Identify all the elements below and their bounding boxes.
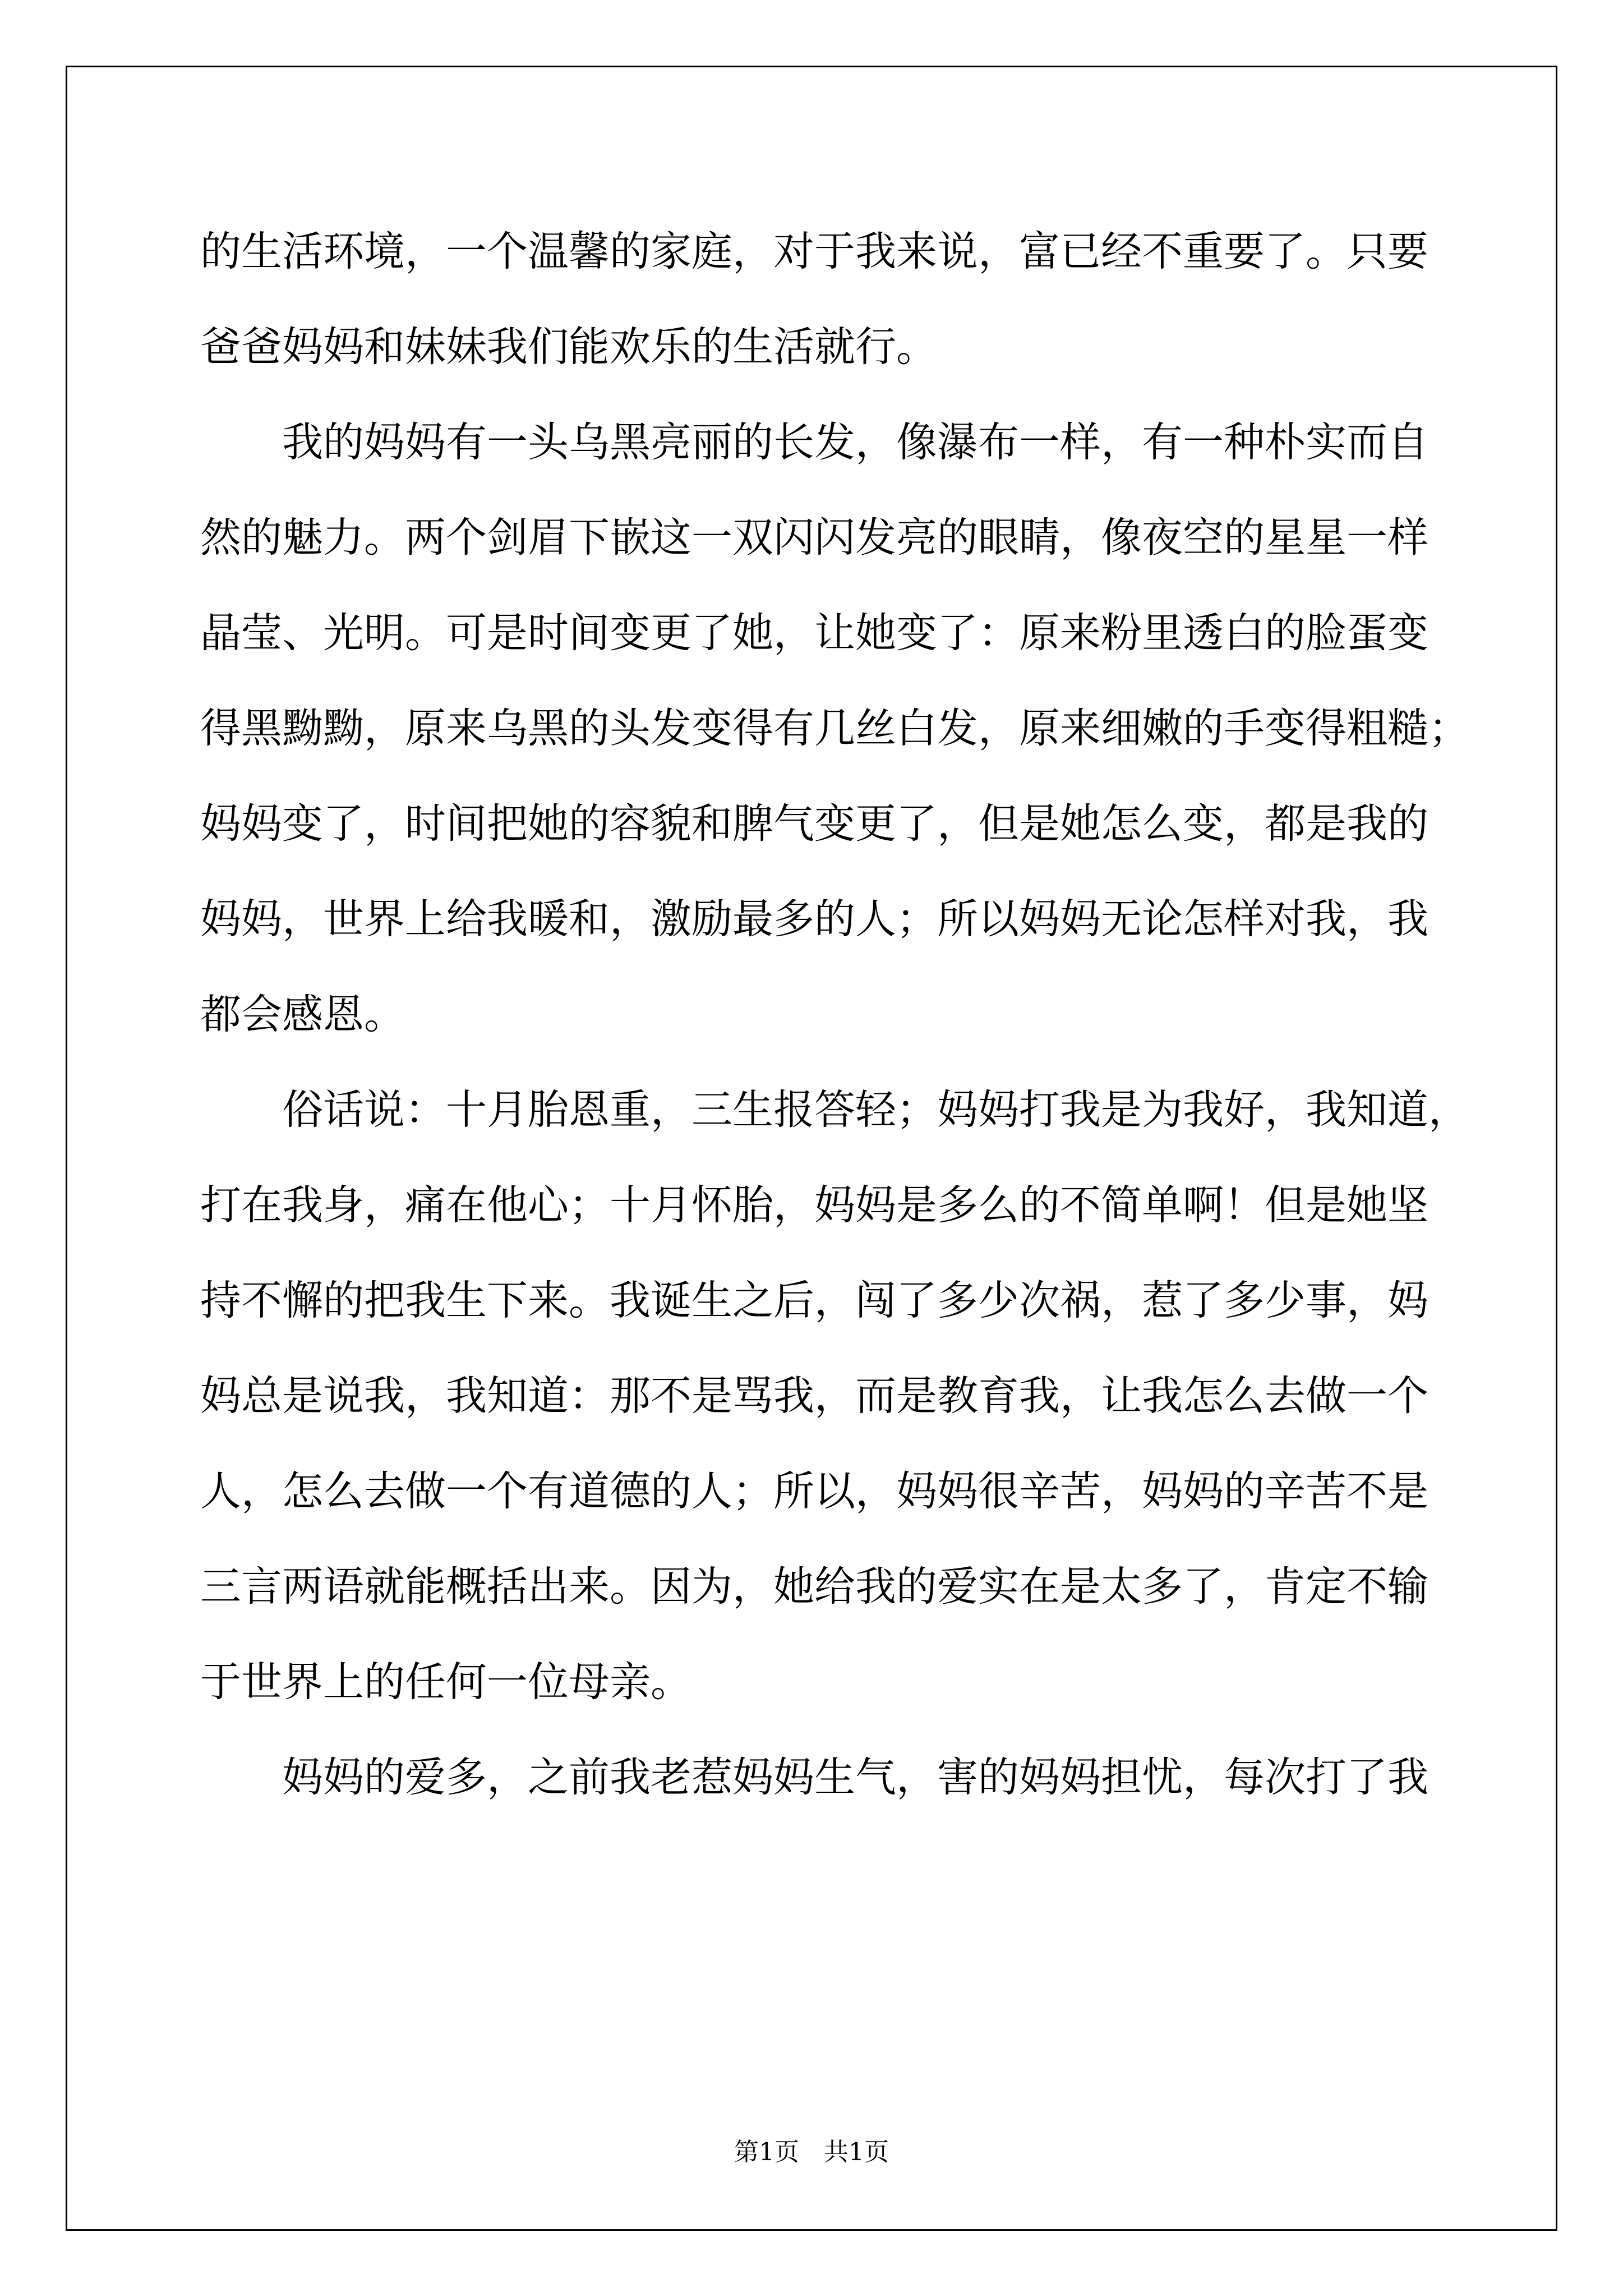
body-line: 人，怎么去做一个有道德的人；所以，妈妈很辛苦，妈妈的辛苦不是: [200, 1467, 1428, 1515]
body-line: 于世界上的任何一位母亲。: [200, 1658, 691, 1706]
body-line: 都会感恩。: [200, 991, 405, 1038]
paragraph-start-line: 俗话说：十月胎恩重，三生报答轻；妈妈打我是为我好，我知道，: [282, 1086, 1469, 1134]
document-body: [200, 218, 1469, 1839]
body-line: 得黑黝黝，原来乌黑的头发变得有几丝白发，原来细嫩的手变得粗糙；: [200, 705, 1469, 752]
body-line: 爸爸妈妈和妹妹我们能欢乐的生活就行。: [200, 323, 937, 371]
body-line: 晶莹、光明。可是时间变更了她，让她变了：原来粉里透白的脸蛋变: [200, 609, 1428, 657]
body-line: 妈妈变了，时间把她的容貌和脾气变更了，但是她怎么变，都是我的: [200, 800, 1428, 848]
body-line: 的生活环境，一个温馨的家庭，对于我来说，富已经不重要了。只要: [200, 228, 1428, 275]
page-number-footer: 第1页 共1页: [734, 2138, 889, 2166]
body-line: 妈总是说我，我知道：那不是骂我，而是教育我，让我怎么去做一个: [200, 1372, 1428, 1420]
body-line: 三言两语就能概括出来。因为，她给我的爱实在是太多了，肯定不输: [200, 1563, 1428, 1611]
body-line: 妈妈，世界上给我暖和，激励最多的人；所以妈妈无论怎样对我，我: [200, 895, 1428, 943]
paragraph-start-line: 我的妈妈有一头乌黑亮丽的长发，像瀑布一样，有一种朴实而自: [282, 418, 1428, 466]
body-line: 然的魅力。两个剑眉下嵌这一双闪闪发亮的眼睛，像夜空的星星一样: [200, 514, 1428, 562]
body-line: 打在我身，痛在他心；十月怀胎，妈妈是多么的不简单啊！但是她坚: [200, 1181, 1428, 1229]
paragraph-start-line: 妈妈的爱多，之前我老惹妈妈生气，害的妈妈担忧，每次打了我: [282, 1754, 1428, 1801]
body-line: 持不懈的把我生下来。我诞生之后，闯了多少次祸，惹了多少事，妈: [200, 1277, 1428, 1324]
